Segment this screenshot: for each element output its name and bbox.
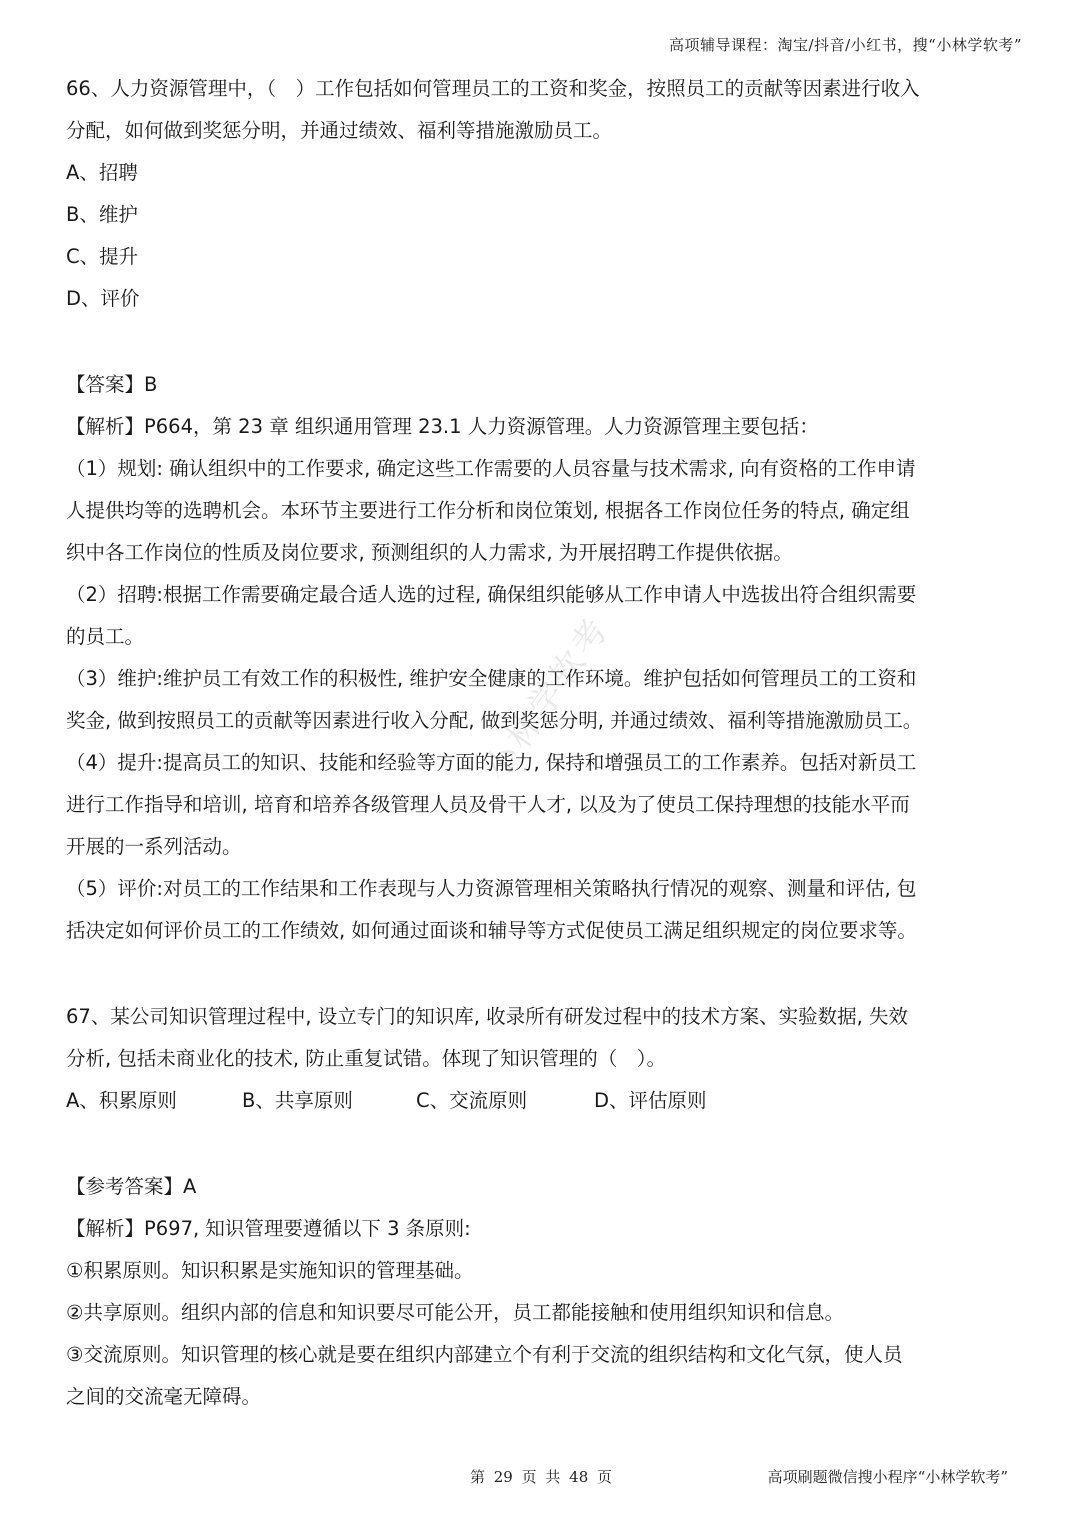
options-row bbox=[66, 1080, 1016, 1122]
analysis-line: （4）提升:提高员工的知识、技能和经验等方面的能力, 保持和增强员工的工作素养。包括对新员工 bbox=[66, 751, 917, 774]
analysis-line: 的员工。 bbox=[66, 625, 145, 648]
analysis-line: 人提供均等的选聘机会。本环节主要进行工作分析和岗位策划, 根据各工作岗位任务的特点, 确定组 bbox=[66, 499, 910, 522]
option-a: A、积累原则 bbox=[66, 1089, 177, 1112]
analysis-line: 进行工作指导和培训, 培育和培养各级管理人员及骨干人才, 以及为了使员工保持理想的技能水平而 bbox=[66, 793, 910, 816]
analysis-line: ①积累原则。知识积累是实施知识的管理基础。 bbox=[66, 1259, 474, 1282]
analysis-line: 之间的交流毫无障碍。 bbox=[66, 1385, 262, 1408]
question-stem-line: 66、人力资源管理中，（ ）工作包括如何管理员工的工资和奖金，按照员工的贡献等因素进行收入 bbox=[66, 77, 920, 100]
footer-note: 高项刷题微信搜小程序“小林学软考” bbox=[767, 1468, 1008, 1486]
answer-line: 【答案】B bbox=[66, 373, 158, 396]
analysis-line: ②共享原则。组织内部的信息和知识要尽可能公开，员工都能接触和使用组织知识和信息。 bbox=[66, 1301, 844, 1324]
analysis-line: 括决定如何评价员工的工作绩效, 如何通过面谈和辅导等方式促使员工满足组织规定的岗位要求等。 bbox=[66, 919, 917, 942]
page-content bbox=[66, 68, 1016, 1418]
question-66 bbox=[66, 68, 1016, 320]
analysis-line: 开展的一系列活动。 bbox=[66, 835, 242, 858]
option-b: B、维护 bbox=[66, 203, 138, 226]
page-number: 第 29 页 共 48 页 bbox=[470, 1468, 613, 1486]
answer-line: 【参考答案】A bbox=[66, 1175, 197, 1198]
header-note: 高项辅导课程：淘宝/抖音/小红书，搜“小林学软考” bbox=[669, 36, 1022, 54]
option-a: A、招聘 bbox=[66, 161, 138, 184]
analysis-line: 【解析】P664，第 23 章 组织通用管理 23.1 人力资源管理。人力资源管理主要包括： bbox=[66, 415, 819, 438]
analysis-line: 【解析】P697, 知识管理要遵循以下 3 条原则: bbox=[66, 1217, 471, 1240]
analysis-line: （2）招聘:根据工作需要确定最合适人选的过程, 确保组织能够从工作申请人中选拔出符合组织需要 bbox=[66, 583, 917, 606]
answer-66 bbox=[66, 364, 1016, 952]
analysis-line: （5）评价:对员工的工作结果和工作表现与人力资源管理相关策略执行情况的观察、测量和评估, 包 bbox=[66, 877, 917, 900]
option-c: C、交流原则 bbox=[416, 1089, 528, 1112]
option-d: D、评估原则 bbox=[594, 1089, 707, 1112]
analysis-line: （1）规划: 确认组织中的工作要求, 确定这些工作需要的人员容量与技术需求, 向有资格的工作申请 bbox=[66, 457, 916, 480]
watermark-text: 小林学软考 bbox=[476, 608, 619, 788]
analysis-line: ③交流原则。知识管理的核心就是要在组织内部建立个有利于交流的组织结构和文化气氛，使人员 bbox=[66, 1343, 903, 1366]
question-67 bbox=[66, 996, 1016, 1122]
option-d: D、评价 bbox=[66, 287, 140, 310]
question-stem-line: 分配，如何做到奖惩分明，并通过绩效、福利等措施激励员工。 bbox=[66, 119, 613, 142]
analysis-line: 织中各工作岗位的性质及岗位要求, 预测组织的人力需求, 为开展招聘工作提供依据。 bbox=[66, 541, 793, 564]
option-c: C、提升 bbox=[66, 245, 139, 268]
question-stem-line: 67、某公司知识管理过程中, 设立专门的知识库, 收录所有研发过程中的技术方案、实验数据, 失效 bbox=[66, 1005, 909, 1028]
analysis-line: （3）维护:维护员工有效工作的积极性, 维护安全健康的工作环境。维护包括如何管理员工的工资和 bbox=[66, 667, 917, 690]
answer-67 bbox=[66, 1166, 1016, 1418]
question-stem-line: 分析, 包括未商业化的技术, 防止重复试错。体现了知识管理的（ ）。 bbox=[66, 1047, 667, 1070]
option-b: B、共享原则 bbox=[242, 1089, 353, 1112]
analysis-line: 奖金, 做到按照员工的贡献等因素进行收入分配, 做到奖惩分明, 并通过绩效、福利等措施激励员工。 bbox=[66, 709, 923, 732]
